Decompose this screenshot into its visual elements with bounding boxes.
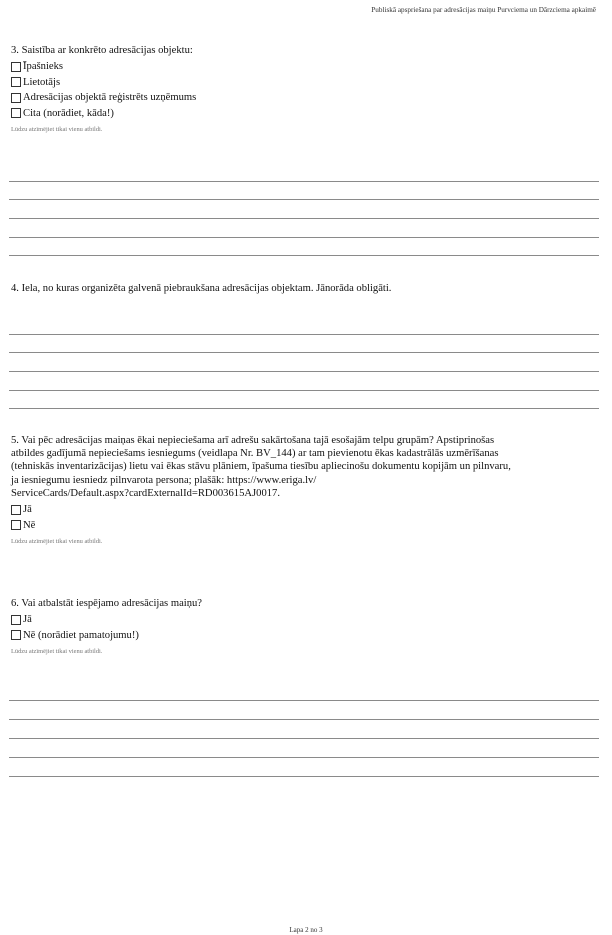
option-uznemums[interactable] [11,90,601,106]
option-label: Cita (norādiet, kāda!) [23,107,114,119]
option-ipasnieks[interactable] [11,59,601,75]
question-6 [11,597,601,658]
question-5-title-line: ServiceCards/Default.aspx?cardExternalId=RD003615AJ0017. [11,487,280,499]
page-number: Lapa 2 no 3 [289,926,323,934]
option-label: Jā [23,614,32,626]
question-3-title: 3. Saistība ar konkrēto adresācijas objektu: [11,45,193,56]
checkbox[interactable] [11,93,21,103]
answer-line[interactable] [9,199,599,200]
question-5-title-line: 5. Vai pēc adresācijas maiņas ēkai nepieciešama arī adrešu sakārtošana tajā esošajām telpu grupām? Apstiprinošas [11,435,495,446]
option-label: Nē (norādiet pamatojumu!) [23,629,139,641]
answer-line[interactable] [9,218,599,219]
question-6-title: 6. Vai atbalstāt iespējamo adresācijas maiņu? [11,598,203,609]
question-6-hint: Lūdzu atzīmējiet tikai vienu atbildi. [11,648,103,656]
question-3-hint: Lūdzu atzīmējiet tikai vienu atbildi. [11,126,103,134]
answer-line[interactable] [9,757,599,758]
answer-line[interactable] [9,738,599,739]
question-4 [11,282,601,295]
question-5-title-line: ja iesniegumu iesniedz pilnvarota persona; plašāk: https://www.eriga.lv/ [11,474,317,486]
answer-line[interactable] [9,334,599,335]
option-label: Nē [23,519,36,531]
option-ja[interactable] [11,502,601,518]
question-4-title: 4. Iela, no kuras organizēta galvenā piebraukšana adresācijas objektam. Jānorāda obligāti. [11,283,392,294]
checkbox[interactable] [11,62,21,72]
option-cita[interactable] [11,106,601,122]
question-5-hint: Lūdzu atzīmējiet tikai vienu atbildi. [11,538,103,546]
question-5-title-line: (tehniskās inventarizācijas) lietu vai ēkas stāvu plāniem, īpašuma tiesību apliecinošu dokumentu kopijām un pilnvaru, [11,461,511,473]
checkbox[interactable] [11,77,21,87]
answer-line[interactable] [9,255,599,256]
option-ja[interactable] [11,612,601,628]
option-lietotajs[interactable] [11,75,601,91]
question-5 [11,434,601,548]
option-label: Lietotājs [23,76,61,88]
option-label: Īpašnieks [23,61,64,73]
option-label: Jā [23,504,32,516]
answer-line[interactable] [9,408,599,409]
answer-line[interactable] [9,700,599,701]
option-label: Adresācijas objektā reģistrēts uzņēmums [23,92,197,104]
checkbox[interactable] [11,108,21,118]
checkbox[interactable] [11,520,21,530]
option-ne[interactable] [11,518,601,534]
answer-line[interactable] [9,237,599,238]
page-header: Publiskā apspriešana par adresācijas maiņu Purvciema un Dārzciema apkaimē [371,6,596,14]
checkbox[interactable] [11,505,21,515]
checkbox[interactable] [11,615,21,625]
answer-line[interactable] [9,719,599,720]
answer-line[interactable] [9,390,599,391]
answer-line[interactable] [9,352,599,353]
answer-line[interactable] [9,371,599,372]
checkbox[interactable] [11,630,21,640]
answer-line[interactable] [9,181,599,182]
option-ne-pamatojums[interactable] [11,628,601,644]
answer-line[interactable] [9,776,599,777]
question-3 [11,44,601,136]
question-5-title-line: atbildes gadījumā nepieciešams iesniegums (veidlapa Nr. BV_144) ar tam pievienotu ēkas kadastrālās uzmērīšanas [11,448,499,460]
